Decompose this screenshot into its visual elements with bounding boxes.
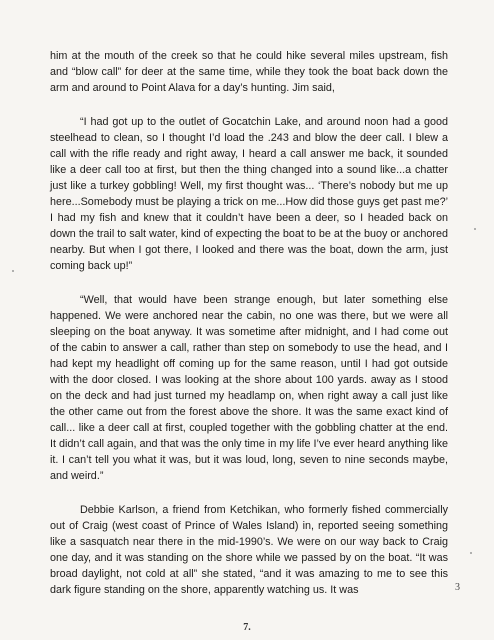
paragraph-4: Debbie Karlson, a friend from Ketchikan, who formerly fished commercially out of Craig (west coast of Prince of Wales Island) in, reported seeing something like a sasquatch near there in the mid-1990’s. We were on our way back to Craig one day, and it was standing on the shore while we passed by on the boat. “It was broad daylight, not cold at all” she stated, “and it was amazing to me to see this dark figure standing on the shore, apparently watching us. It was bbox=[50, 504, 448, 596]
footer-page-number: 7. bbox=[243, 622, 251, 633]
scan-speck bbox=[12, 270, 14, 272]
paragraph-2: “I had got up to the outlet of Gocatchin Lake, and around noon had a good steelhead to clean, so I thought I’d load the .243 and blow the deer call. I blew a call with the rifle ready and right away, I heard a call answer me back, it sounded like a deer call too at first, but then the thing changed into a sound like...a chatter just like a turkey gobbling! Well, my first thought was... ‘There’s nobody but me up here...Somebody must be playing a trick on me...How did those guys get past me?’ I had my fish and knew that it couldn’t have been a deer, so I headed back on down the trail to salt water, kind of expecting the boat to be at the buoy or anchored nearby. But when I got there, I looked and there was the boat, down the arm, just coming back up!” bbox=[50, 116, 448, 272]
scan-speck bbox=[474, 228, 476, 230]
paragraph-3: “Well, that would have been strange enough, but later something else happened. We were anchored near the cabin, no one was there, but we were all sleeping on the boat anyway. It was sometime after midnight, and I had come out of the cabin to answer a call, rather than step on somebody to use the head, and I had kept my headlight off coming up for the same reason, until I had got outside with the door closed. I was looking at the shore about 100 yards. away as I stood on the deck and had just turned my headlamp on, when right away a call just like the other came out from the forest above the shore. It was the same exact kind of call... like a deer call at first, coupled together with the gobbling chatter at the end. It didn’t call again, and that was the only time in my life I’ve ever heard anything like it. I can’t tell you what it was, but it was loud, long, seven to nine seconds maybe, and weird.” bbox=[50, 294, 448, 482]
paragraph-1: him at the mouth of the creek so that he could hike several miles upstream, fish and “blow call” for deer at the same time, while they took the boat back down the arm and around to Point Alava for a day’s hunting. Jim said, bbox=[50, 50, 448, 94]
body-text bbox=[50, 48, 448, 616]
scan-speck bbox=[470, 552, 472, 554]
corner-page-number: 3 bbox=[455, 582, 460, 593]
